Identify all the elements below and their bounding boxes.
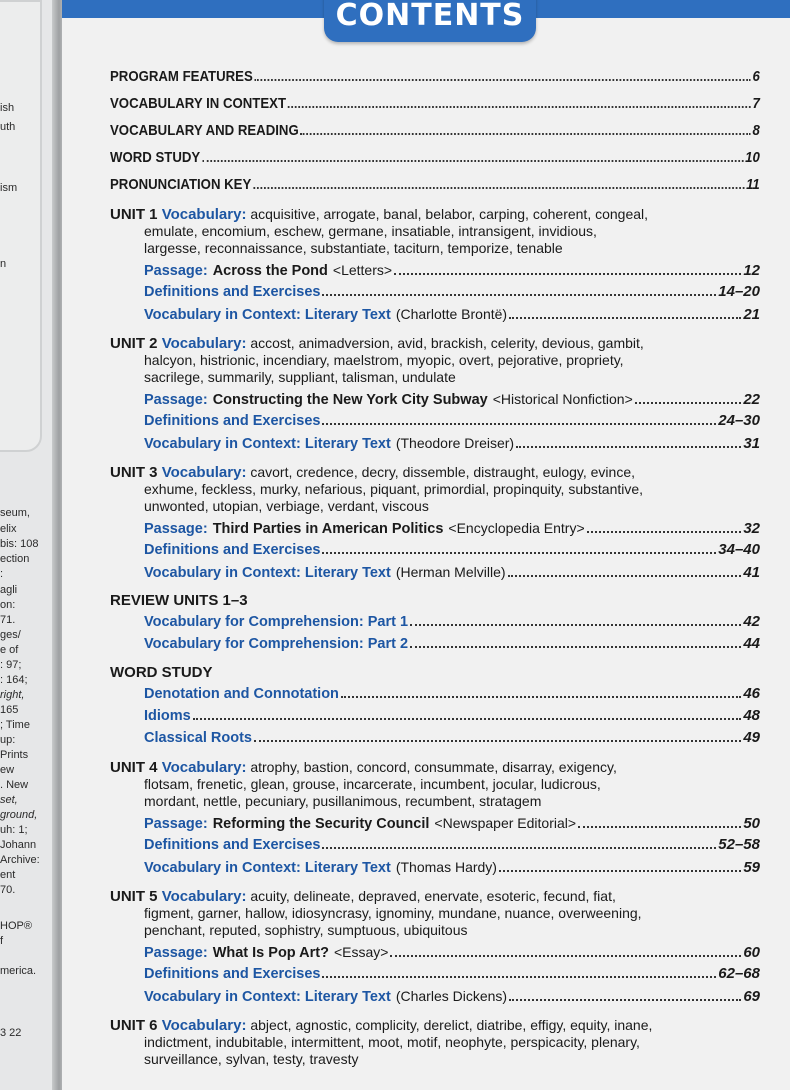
- dot-leader: [322, 294, 716, 296]
- definitions-entry-label: Definitions and Exercises: [144, 413, 321, 429]
- dot-leader: [390, 955, 741, 957]
- page-number: 21: [743, 306, 760, 323]
- unit-words-line: acuity, delineate, depraved, enervate, esoteric, fecund, fiat,: [250, 888, 616, 904]
- left-page-text-fragment: Johann: [0, 839, 37, 851]
- page-number: 6: [752, 68, 760, 85]
- dot-leader: [635, 402, 742, 404]
- left-page-text-fragment: ent: [0, 869, 16, 881]
- left-page-text-fragment: uh: 1;: [0, 824, 28, 836]
- dot-leader: [587, 531, 742, 533]
- page-number: 24–30: [718, 412, 760, 429]
- dot-leader: [322, 423, 716, 425]
- literary-text-entry-note: (Theodore Dreiser): [395, 435, 515, 451]
- unit-heading-labels: [110, 335, 246, 352]
- dot-leader: [322, 976, 716, 978]
- left-page-text-fragment: up:: [0, 734, 16, 746]
- unit-heading-labels: [110, 759, 246, 776]
- left-page-text-fragment: 71.: [0, 614, 16, 626]
- dot-leader: [322, 847, 716, 849]
- left-page-text-fragment: Archive:: [0, 854, 40, 866]
- unit-heading-labels: [110, 888, 246, 905]
- literary-text-entry[interactable]: [110, 303, 760, 325]
- page-number: 42: [743, 613, 760, 630]
- passage-entry[interactable]: [110, 259, 760, 281]
- passage-entry-note: <Historical Nonfiction>: [492, 391, 633, 407]
- passage-label: Passage:: [144, 816, 208, 832]
- unit-heading: [110, 888, 760, 939]
- front-matter-list: [110, 66, 760, 196]
- page-number: 41: [743, 564, 760, 581]
- dot-leader: [516, 446, 741, 448]
- unit-entry: [110, 335, 760, 454]
- dot-leader: [255, 79, 751, 81]
- left-page-text-fragment: ; Time: [0, 719, 30, 731]
- passage-entry[interactable]: [110, 812, 760, 834]
- unit-words-line: unwonted, utopian, verbiage, verdant, viscous: [144, 498, 429, 514]
- unit-6-entry: [110, 1017, 760, 1068]
- unit-entry: [110, 759, 760, 878]
- dot-leader: [509, 999, 741, 1001]
- dot-leader: [410, 646, 741, 648]
- definitions-entry-label: Definitions and Exercises: [144, 966, 321, 982]
- definitions-entry-label: Definitions and Exercises: [144, 837, 321, 853]
- toc-entry-label: PRONUNCIATION KEY: [110, 176, 252, 193]
- unit-words-line: sacrilege, summarily, suppliant, talisman, undulate: [144, 369, 456, 385]
- dot-leader: [410, 624, 741, 626]
- unit-heading: [110, 206, 760, 257]
- toc-subentry[interactable]: [110, 727, 760, 749]
- left-page-text-fragment: bis: 108: [0, 538, 39, 550]
- literary-text-entry[interactable]: [110, 985, 760, 1007]
- units-4-5: [110, 759, 760, 1007]
- passage-entry[interactable]: [110, 941, 760, 963]
- toc-subentry[interactable]: [110, 705, 760, 727]
- vocabulary-label: Vocabulary:: [161, 464, 247, 481]
- left-page-text-fragment: : 97;: [0, 659, 22, 671]
- page-number: 49: [743, 729, 760, 746]
- left-page-text-fragment: 70.: [0, 884, 16, 896]
- literary-text-entry[interactable]: [110, 856, 760, 878]
- dot-leader: [341, 696, 741, 698]
- unit-words-line: flotsam, frenetic, glean, grouse, incarcerate, incumbent, jocular, ludicrous,: [144, 776, 601, 792]
- literary-text-entry-label: Vocabulary in Context: Literary Text: [144, 860, 391, 876]
- page-number: 31: [743, 435, 760, 452]
- unit-words-line: exhume, feckless, murky, nefarious, piquant, primordial, propinquity, substantive,: [144, 481, 644, 497]
- left-page-text-fragment: on:: [0, 599, 16, 611]
- toc-subentry[interactable]: [110, 683, 760, 705]
- definitions-entry[interactable]: [110, 539, 760, 561]
- definitions-entry[interactable]: [110, 963, 760, 985]
- passage-label: Passage:: [144, 521, 208, 537]
- left-page-text-fragment: ges/: [0, 629, 21, 641]
- toc-subentry-label: Denotation and Connotation: [144, 686, 339, 702]
- dot-leader: [499, 870, 741, 872]
- unit-words-line: atrophy, bastion, concord, consummate, disarray, exigency,: [250, 759, 617, 775]
- left-page-text-fragment: : 164;: [0, 674, 28, 686]
- passage-title: Constructing the New York City Subway: [212, 392, 488, 408]
- left-page-text-fragment: Prints: [0, 749, 29, 761]
- unit-label: UNIT 5: [110, 888, 158, 905]
- dot-leader: [254, 740, 741, 742]
- passage-label: Passage:: [144, 263, 208, 279]
- page-number: 7: [752, 95, 760, 112]
- page-number: 62–68: [718, 965, 760, 982]
- literary-text-entry-label: Vocabulary in Context: Literary Text: [144, 436, 391, 452]
- unit-words-line: accost, animadversion, avid, brackish, celerity, devious, gambit,: [250, 335, 644, 351]
- unit-heading-labels: [110, 464, 246, 481]
- literary-text-entry-note: (Thomas Hardy): [395, 859, 497, 875]
- left-page-text-fragment: seum,: [0, 507, 30, 519]
- page-number: 34–40: [718, 541, 760, 558]
- unit-words-line: cavort, credence, decry, dissemble, distraught, eulogy, evince,: [250, 464, 635, 480]
- dot-leader: [288, 106, 751, 108]
- dot-leader: [509, 317, 741, 319]
- toc-subentry-label: Vocabulary for Comprehension: Part 2: [144, 636, 409, 652]
- left-facing-page: [0, 0, 58, 1090]
- unit-words-line: indictment, indubitable, intermittent, moot, motif, neophyte, perspicacity, plenary,: [144, 1034, 640, 1050]
- left-page-text-fragment: ground,: [0, 809, 38, 821]
- passage-entry-note: <Newspaper Editorial>: [434, 815, 577, 831]
- title-tab: [324, 0, 536, 42]
- unit-words-line: acquisitive, arrogate, banal, belabor, carping, coherent, congeal,: [250, 206, 649, 222]
- page-number: 11: [746, 176, 760, 193]
- left-page-text-fragment: merica.: [0, 965, 37, 977]
- passage-entry-note: <Essay>: [333, 944, 389, 960]
- left-page-text-fragment: n: [0, 258, 7, 270]
- page-number: 46: [743, 685, 760, 702]
- definitions-entry[interactable]: [110, 410, 760, 432]
- toc-subentry-label: Classical Roots: [144, 730, 252, 746]
- passage-title: What Is Pop Art?: [212, 945, 329, 961]
- vocabulary-label: Vocabulary:: [161, 759, 247, 776]
- passage-entry-note: <Encyclopedia Entry>: [448, 520, 585, 536]
- page-number: 48: [743, 707, 760, 724]
- unit-entry: [110, 464, 760, 583]
- unit-words-line: figment, garner, hallow, idiosyncrasy, ignominy, mundane, nuance, overweening,: [144, 905, 642, 921]
- toc-entry-label: VOCABULARY IN CONTEXT: [110, 95, 287, 112]
- unit-words-line: largesse, reconnaissance, substantiate, taciturn, temporize, tenable: [144, 240, 563, 256]
- unit-words-line: emulate, encomium, eschew, germane, insatiable, intransigent, invidious,: [144, 223, 597, 239]
- unit-words-line: halcyon, histrionic, incendiary, maelstrom, myopic, overt, pejorative, propriety,: [144, 352, 624, 368]
- passage-title: Reforming the Security Council: [212, 816, 430, 832]
- left-page-text-fragment: ish: [0, 102, 15, 114]
- page-number: 8: [752, 122, 760, 139]
- unit-heading: [110, 759, 760, 810]
- unit-label: UNIT 4: [110, 759, 158, 776]
- left-page-text-fragment: ism: [0, 182, 18, 194]
- dot-leader: [508, 575, 742, 577]
- dot-leader: [578, 826, 741, 828]
- unit-label: UNIT 2: [110, 335, 158, 352]
- review-title: REVIEW UNITS 1–3: [110, 592, 248, 609]
- literary-text-entry-note: (Herman Melville): [395, 564, 506, 580]
- page-number: 10: [745, 149, 760, 166]
- literary-text-entry-note: (Charlotte Brontë): [395, 306, 508, 322]
- literary-text-entry-label: Vocabulary in Context: Literary Text: [144, 307, 391, 323]
- dot-leader: [253, 187, 744, 189]
- review-section: [110, 591, 760, 655]
- left-page-text-fragment: HOP®: [0, 920, 32, 932]
- left-page-text-fragment: 3 22: [0, 1027, 22, 1039]
- literary-text-entry-note: (Charles Dickens): [395, 988, 508, 1004]
- left-page-text-fragment: e of: [0, 644, 19, 656]
- toc-entry[interactable]: [110, 120, 760, 142]
- page-number: 44: [743, 635, 760, 652]
- vocabulary-label: Vocabulary:: [161, 206, 247, 223]
- vocabulary-label: Vocabulary:: [161, 335, 247, 352]
- left-page-text-fragment: right,: [0, 689, 25, 701]
- literary-text-entry[interactable]: [110, 432, 760, 454]
- page-number: 12: [743, 262, 760, 279]
- unit-words-line: mordant, nettle, pecuniary, pusillanimous, recumbent, stratagem: [144, 793, 542, 809]
- definitions-entry[interactable]: [110, 834, 760, 856]
- left-page-text-fragment: ew: [0, 764, 15, 776]
- word-study-section: [110, 663, 760, 749]
- toc-subentry-label: Idioms: [144, 708, 191, 724]
- dot-leader: [394, 273, 741, 275]
- vocabulary-label: Vocabulary:: [161, 1017, 247, 1034]
- toc-entry[interactable]: [110, 93, 760, 115]
- passage-title: Across the Pond: [212, 263, 328, 279]
- toc-subentry[interactable]: [110, 611, 760, 633]
- unit-words-line: penchant, reputed, sophistry, sumptuous, ubiquitous: [144, 922, 468, 938]
- contents-page: [62, 0, 790, 1090]
- dot-leader: [202, 160, 743, 162]
- unit-heading-labels: [110, 206, 246, 223]
- left-page-text-fragment: ection: [0, 553, 30, 565]
- passage-entry[interactable]: [110, 388, 760, 410]
- dot-leader: [322, 552, 716, 554]
- page-number: 52–58: [718, 836, 760, 853]
- unit-label: UNIT 3: [110, 464, 158, 481]
- definitions-entry-label: Definitions and Exercises: [144, 284, 321, 300]
- unit-label: UNIT 6: [110, 1017, 158, 1034]
- left-page-text-fragment: 165: [0, 704, 19, 716]
- unit-entry: [110, 206, 760, 325]
- vocabulary-label: Vocabulary:: [161, 888, 247, 905]
- unit-label: UNIT 1: [110, 206, 158, 223]
- left-page-text-fragment: :: [0, 568, 4, 580]
- dot-leader: [193, 718, 742, 720]
- toc-entry-label: PROGRAM FEATURES: [110, 68, 253, 85]
- unit-words-line: abject, agnostic, complicity, derelict, diatribe, effigy, equity, inane,: [250, 1017, 653, 1033]
- toc-entry-label: VOCABULARY AND READING: [110, 122, 299, 139]
- unit-words-line: surveillance, sylvan, testy, travesty: [144, 1051, 359, 1067]
- passage-label: Passage:: [144, 392, 208, 408]
- toc-entry[interactable]: [110, 66, 760, 88]
- units-1-3: [110, 206, 760, 583]
- definitions-entry[interactable]: [110, 281, 760, 303]
- left-page-sidebar-box: [0, 0, 42, 452]
- literary-text-entry-label: Vocabulary in Context: Literary Text: [144, 565, 391, 581]
- toc-subentry[interactable]: [110, 633, 760, 655]
- page-number: 59: [743, 859, 760, 876]
- toc-entry[interactable]: [110, 174, 760, 196]
- passage-entry[interactable]: [110, 517, 760, 539]
- table-of-contents: [110, 66, 760, 1068]
- left-page-text-fragment: elix: [0, 523, 17, 535]
- unit-heading: [110, 335, 760, 386]
- literary-text-entry[interactable]: [110, 561, 760, 583]
- left-page-text-fragment: f: [0, 935, 4, 947]
- unit-heading: [110, 464, 760, 515]
- word-study-title: WORD STUDY: [110, 664, 213, 681]
- definitions-entry-label: Definitions and Exercises: [144, 542, 321, 558]
- page-number: 22: [743, 391, 760, 408]
- literary-text-entry-label: Vocabulary in Context: Literary Text: [144, 989, 391, 1005]
- passage-title: Third Parties in American Politics: [212, 521, 444, 537]
- page-number: 32: [743, 520, 760, 537]
- passage-entry-note: <Letters>: [332, 262, 393, 278]
- left-page-text-fragment: uth: [0, 121, 16, 133]
- left-page-text-fragment: agli: [0, 584, 18, 596]
- left-page-text-fragment: . New: [0, 779, 29, 791]
- page-number: 14–20: [718, 283, 760, 300]
- dot-leader: [300, 133, 750, 135]
- toc-subentry-label: Vocabulary for Comprehension: Part 1: [144, 614, 409, 630]
- toc-entry-label: WORD STUDY: [110, 149, 201, 166]
- page-title: CONTENTS: [335, 0, 525, 33]
- page-number: 60: [743, 944, 760, 961]
- left-page-text-fragment: set,: [0, 794, 18, 806]
- unit-entry: [110, 888, 760, 1007]
- page-number: 50: [743, 815, 760, 832]
- toc-entry[interactable]: [110, 147, 760, 169]
- page-number: 69: [743, 988, 760, 1005]
- passage-label: Passage:: [144, 945, 208, 961]
